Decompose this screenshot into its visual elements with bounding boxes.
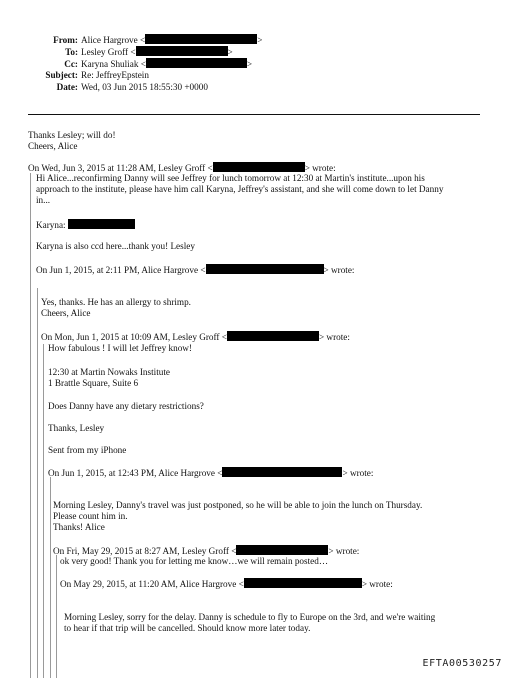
quote-body-line: Thanks, Lesley — [48, 423, 105, 433]
header-to: To: Lesley Groff < > — [0, 46, 233, 59]
quote-body-line: Hi Alice...reconfirming Danny will see Jeffrey for lunch tomorrow at 12:30 at Martin's institute...upon his — [36, 173, 425, 183]
header-date — [0, 82, 208, 94]
quote-body-line: to hear if that trip will be cancelled. Should know more later today. — [64, 623, 311, 633]
subject-label: Subject: — [45, 70, 78, 80]
reply-line: Thanks Lesley; will do! — [28, 130, 116, 140]
karyna-line: Karyna: — [36, 219, 135, 232]
redaction-block — [213, 162, 305, 172]
redaction-block — [145, 34, 257, 44]
quote-body-line: Karyna is also ccd here...thank you! Lesley — [36, 241, 195, 251]
quote-rule-level-5 — [56, 555, 57, 678]
quote-body-line: approach to the institute, please have him call Karyna, Jeffrey's assistant, and she will come down to let Danny — [36, 184, 444, 194]
redaction-block — [222, 467, 342, 477]
reply-signoff: Cheers, Alice — [28, 141, 78, 151]
quote-body-line: 1 Brattle Square, Suite 6 — [48, 378, 139, 388]
quote-body-line: Please count him in. — [53, 511, 128, 521]
to-label: To: — [65, 47, 78, 57]
quote-body-line: Morning Lesley, Danny's travel was just postponed, so he will be able to join the lunch on Thursday. — [53, 500, 423, 510]
quote-body-line: Morning Lesley, sorry for the delay. Danny is schedule to fly to Europe on the 3rd, and we're waiting — [64, 612, 436, 622]
header-subject — [0, 70, 149, 82]
redaction-block — [227, 331, 319, 341]
from-label: From: — [53, 35, 78, 45]
redaction-block — [68, 219, 135, 229]
quote-body-line: ok very good! Thank you for letting me know…we will remain posted… — [60, 556, 329, 566]
quote-attribution: On Jun 1, 2015, at 2:11 PM, Alice Hargrove < > wrote: — [36, 265, 355, 275]
quote-body-line: Thanks! Alice — [53, 522, 105, 532]
header-cc: Cc: Karyna Shuliak < > — [0, 58, 252, 71]
date-label: Date: — [56, 82, 78, 92]
redaction-block — [236, 545, 328, 555]
date-value: Wed, 03 Jun 2015 18:55:30 +0000 — [81, 82, 208, 92]
quote-body-line: Yes, thanks. He has an allergy to shrimp. — [41, 297, 191, 307]
quote-attribution: On Wed, Jun 3, 2015 at 11:28 AM, Lesley Groff < > wrote: — [28, 163, 336, 173]
quote-attribution: On Jun 1, 2015, at 12:43 PM, Alice Hargrove < > wrote: — [48, 468, 374, 478]
quote-body-line: How fabulous ! I will let Jeffrey know! — [48, 343, 192, 353]
redaction-block — [136, 46, 228, 56]
quote-rule-level-3 — [43, 344, 44, 678]
quote-rule-level-4 — [50, 477, 51, 678]
subject-value: Re: JeffreyEpstein — [81, 70, 149, 80]
quote-attribution: On Mon, Jun 1, 2015 at 10:09 AM, Lesley Groff < > wrote: — [41, 332, 350, 342]
redaction-block — [206, 264, 324, 274]
quote-rule-level-1 — [30, 173, 31, 678]
quote-body-line: Sent from my iPhone — [48, 445, 127, 455]
cc-label: Cc: — [64, 59, 78, 69]
document-id: EFTA00530257 — [422, 657, 502, 669]
to-value: Lesley Groff < — [81, 47, 136, 57]
header-divider — [28, 114, 480, 115]
redaction-block — [146, 58, 247, 68]
from-value: Alice Hargrove < — [81, 35, 146, 45]
quote-body-line: in... — [36, 195, 51, 205]
quote-body-line: 12:30 at Martin Nowaks Institute — [48, 367, 170, 377]
quote-rule-level-2 — [37, 288, 38, 678]
redaction-block — [244, 578, 362, 588]
quote-attribution: On May 29, 2015, at 11:20 AM, Alice Hargrove < > wrote: — [60, 579, 393, 589]
quote-body-line: Cheers, Alice — [41, 308, 91, 318]
quote-attribution: On Fri, May 29, 2015 at 8:27 AM, Lesley Groff < > wrote: — [53, 546, 360, 556]
quote-body-line: Does Danny have any dietary restrictions? — [48, 401, 204, 411]
cc-value: Karyna Shuliak < — [81, 59, 146, 69]
header-from: From: Alice Hargrove < > — [0, 34, 262, 47]
